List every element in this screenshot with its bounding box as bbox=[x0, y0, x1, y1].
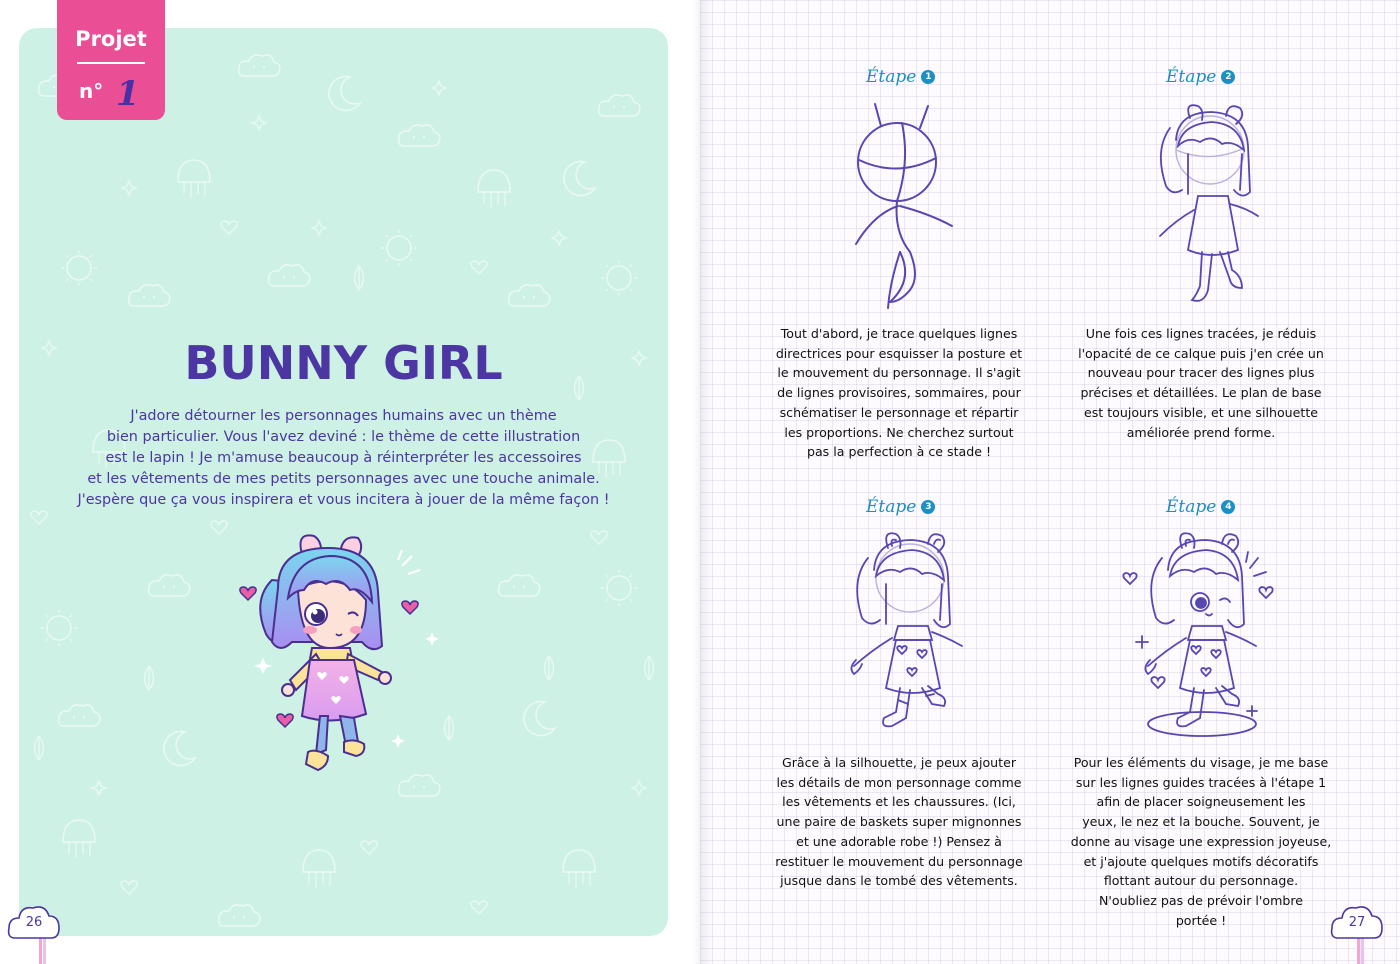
right-page bbox=[700, 0, 1400, 964]
project-number: 1 bbox=[116, 74, 140, 114]
step-number-badge: 4 bbox=[1221, 500, 1235, 514]
intro-line: J'adore détourner les personnages humains avec un thème bbox=[130, 408, 557, 424]
step-text-line: améliorée prend forme. bbox=[1126, 424, 1276, 440]
intro-line: et les vêtements de mes petits personnages avec une touche animale. bbox=[87, 471, 600, 487]
intro-line: J'espère que ça vous inspirera et vous incitera à jouer de la même façon ! bbox=[77, 492, 610, 508]
intro-paragraph bbox=[60, 406, 627, 511]
intro-line: bien particulier. Vous l'avez deviné : le thème de cette illustration bbox=[106, 429, 581, 445]
step-text-line: et j'ajoute quelques motifs décoratifs bbox=[1083, 853, 1319, 869]
step-text-line: les détails de mon personnage comme bbox=[776, 774, 1022, 790]
step-label: Étape bbox=[866, 497, 917, 517]
bunny-girl-illustration bbox=[232, 530, 462, 795]
book-spine-shadow bbox=[692, 0, 712, 964]
project-tag-divider bbox=[77, 62, 145, 64]
step-text-line: N'oubliez pas de prévoir l'ombre bbox=[1098, 892, 1303, 908]
step-text-line: de lignes provisoires, sommaires, pour bbox=[777, 385, 1021, 401]
step-text-line: nouveau pour tracer des lignes plus bbox=[1087, 365, 1315, 381]
step-4-heading bbox=[1166, 495, 1235, 519]
step-text-line: donne au visage une expression joyeuse, bbox=[1070, 833, 1332, 849]
project-label: Projet bbox=[75, 27, 147, 51]
step-text-line: les proportions. Ne cherchez surtout bbox=[784, 424, 1014, 440]
step-4-text bbox=[1056, 753, 1346, 930]
step-number-badge: 3 bbox=[921, 500, 935, 514]
page-number-wrap bbox=[1330, 902, 1384, 944]
page-number-wrap bbox=[7, 902, 61, 944]
step-text-line: le mouvement du personnage. Il s'agit bbox=[777, 365, 1021, 381]
step-2-sketch bbox=[1142, 100, 1268, 312]
step-label: Étape bbox=[1166, 67, 1217, 87]
step-2-text bbox=[1056, 324, 1346, 442]
page-title: BUNNY GIRL bbox=[184, 336, 503, 390]
step-3-text bbox=[754, 753, 1044, 891]
project-number-prefix: n° bbox=[79, 79, 104, 103]
step-text-line: est toujours visible, et une silhouette bbox=[1083, 404, 1319, 420]
page-number: 27 bbox=[1348, 915, 1366, 930]
step-text-line: portée ! bbox=[1175, 912, 1227, 928]
step-text-line: une paire de baskets super mignonnes bbox=[776, 814, 1022, 830]
step-number-badge: 1 bbox=[921, 70, 935, 84]
step-text-line: restituer le mouvement du personnage bbox=[775, 853, 1023, 869]
step-text-line: sur les lignes guides tracées à l'étape 1 bbox=[1075, 774, 1327, 790]
step-text-line: Grâce à la silhouette, je peux ajouter bbox=[781, 755, 1017, 770]
step-4-sketch bbox=[1120, 528, 1280, 744]
project-tag bbox=[57, 0, 165, 120]
step-text-line: précises et détaillées. Le plan de base bbox=[1080, 385, 1322, 401]
step-1-text bbox=[754, 324, 1044, 462]
step-text-line: yeux, le nez et la bouche. Souvent, je bbox=[1082, 814, 1320, 830]
step-text-line: jusque dans le tombé des vêtements. bbox=[780, 873, 1018, 889]
step-text-line: pas la perfection à ce stade ! bbox=[806, 444, 992, 460]
step-3-sketch bbox=[840, 528, 972, 742]
step-text-line: schématiser le personnage et répartir bbox=[779, 404, 1019, 420]
step-text-line: flottant autour du personnage. bbox=[1103, 873, 1299, 889]
step-label: Étape bbox=[1166, 497, 1217, 517]
intro-line: est le lapin ! Je m'amuse beaucoup à réinterpréter les accessoires bbox=[105, 450, 582, 466]
step-2-heading bbox=[1166, 65, 1235, 89]
step-text-line: et une adorable robe !) Pensez à bbox=[796, 833, 1002, 849]
step-text-line: l'opacité de ce calque puis j'en crée un bbox=[1078, 345, 1324, 361]
step-text-line: Pour les éléments du visage, je me base bbox=[1073, 755, 1329, 770]
step-text-line: Tout d'abord, je trace quelques lignes bbox=[780, 326, 1018, 341]
step-label: Étape bbox=[866, 67, 917, 87]
step-text-line: Une fois ces lignes tracées, je réduis bbox=[1085, 326, 1317, 341]
step-number-badge: 2 bbox=[1221, 70, 1235, 84]
step-text-line: les vêtements et les chaussures. (Ici, bbox=[782, 794, 1016, 810]
step-1-heading bbox=[866, 65, 935, 89]
step-3-heading bbox=[866, 495, 935, 519]
step-text-line: directrices pour esquisser la posture et bbox=[775, 345, 1023, 361]
step-1-sketch bbox=[850, 102, 960, 312]
step-text-line: afin de placer soigneusement les bbox=[1096, 794, 1306, 810]
page-number: 26 bbox=[25, 915, 43, 930]
